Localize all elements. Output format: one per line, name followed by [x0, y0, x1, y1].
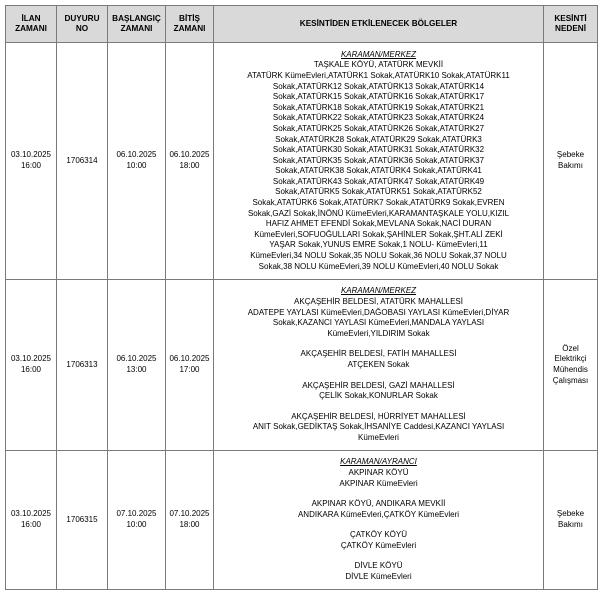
line: YAŞAR Sokak,YUNUS EMRE Sokak,1 NOLU- KümeEvleri,11 — [269, 240, 488, 250]
line: AKPINAR KümeEvleri — [339, 478, 418, 488]
cell-duyuru: 1706314 — [57, 43, 108, 280]
line: Sokak,GAZİ Sokak,İNÖNÜ KümeEvleri,KARAMANTAŞKALE YOLU,KIZIL — [247, 208, 510, 218]
cell-bitis: 06.10.2025 18:00 — [166, 43, 214, 280]
line: Sokak,ATATÜRK43 Sokak,ATATÜRK47 Sokak,ATATÜRK49 — [272, 176, 485, 186]
region-title: KARAMAN/AYRANCI — [340, 457, 417, 467]
line: AKÇAŞEHİR BELDESİ, ATATÜRK MAHALLESİ — [294, 297, 463, 307]
header-kesinti-nedeni: KESİNTİ NEDENİ — [544, 6, 598, 43]
line: Sokak,ATATÜRK28 Sokak,ATATÜRK29 Sokak,ATATÜRK3 — [275, 134, 482, 144]
line: ANIT Sokak,GEDİKTAŞ Sokak,İHSANİYE Caddesi,KAZANCI YAYLASI — [252, 422, 505, 432]
table-row — [6, 451, 598, 590]
outage-table — [5, 5, 598, 590]
line: Sokak,ATATÜRK12 Sokak,ATATÜRK13 Sokak,ATATÜRK14 — [272, 81, 485, 91]
line: Sokak,ATATÜRK18 Sokak,ATATÜRK19 Sokak,ATATÜRK21 — [272, 102, 485, 112]
line: Sokak,ATATÜRK38 Sokak,ATATÜRK4 Sokak,ATATÜRK41 — [275, 166, 482, 176]
cell-bitis: 06.10.2025 17:00 — [166, 280, 214, 451]
cell-neden: Şebeke Bakımı — [544, 43, 598, 280]
line: ÇELİK Sokak,KONURLAR Sokak — [319, 391, 438, 401]
line: ATÇEKEN Sokak — [347, 360, 410, 369]
line: ÇATKÖY KÖYÜ — [349, 530, 408, 540]
line: Sokak,ATATÜRK25 Sokak,ATATÜRK26 Sokak,ATATÜRK27 — [272, 123, 485, 133]
header-row — [6, 6, 598, 43]
line: ADATEPE YAYLASI KümeEvleri,DAĞOBASI YAYLASI KümeEvleri,DİYAR — [247, 307, 510, 317]
line: KümeEvleri,SOFUOĞULLARI Sokak,ŞAHİNLER Sokak,ŞHT.ALİ ZEKİ — [254, 229, 503, 239]
line: Sokak,ATATÜRK5 Sokak,ATATÜRK51 Sokak,ATATÜRK52 — [275, 187, 482, 197]
line: Sokak,KAZANCI YAYLASI KümeEvleri,MANDALA YAYLASI — [272, 318, 485, 328]
cell-ilan: 03.10.2025 16:00 — [6, 43, 57, 280]
cell-baslangic: 06.10.2025 13:00 — [108, 280, 166, 451]
line: Sokak,ATATÜRK35 Sokak,ATATÜRK36 Sokak,ATATÜRK37 — [272, 155, 485, 165]
line: AKÇAŞEHİR BELDESİ, FATİH MAHALLESİ — [300, 349, 457, 359]
header-bitis-zamani: BİTİŞ ZAMANI — [166, 6, 214, 43]
line: KümeEvleri,YILDIRIM Sokak — [327, 328, 430, 338]
cell-bitis: 07.10.2025 18:00 — [166, 451, 214, 590]
line: AKPINAR KÖYÜ, ANDIKARA MEVKİİ — [311, 499, 446, 509]
line: DİVLE KümeEvleri — [345, 572, 412, 582]
header-bolgeler: KESİNTİDEN ETKİLENECEK BÖLGELER — [214, 6, 544, 43]
line: Sokak,ATATÜRK15 Sokak,ATATÜRK16 Sokak,ATATÜRK17 — [272, 92, 485, 102]
line: ÇATKÖY KümeEvleri — [340, 540, 417, 550]
line: KümeEvleri — [358, 432, 399, 442]
spacer — [216, 402, 541, 412]
cell-bolgeler — [214, 43, 544, 280]
line: Sokak,ATATÜRK22 Sokak,ATATÜRK23 Sokak,ATATÜRK24 — [272, 113, 485, 123]
line: ATATÜRK KümeEvleri,ATATÜRK1 Sokak,ATATÜRK10 Sokak,ATATÜRK11 — [247, 70, 510, 80]
region-title: KARAMAN/MERKEZ — [340, 286, 417, 296]
cell-bolgeler — [214, 280, 544, 451]
cell-duyuru: 1706315 — [57, 451, 108, 590]
line: Sokak,38 NOLU KümeEvleri,39 NOLU KümeEvleri,40 NOLU Sokak — [258, 261, 499, 271]
header-duyuru-no: DUYURU NO — [57, 6, 108, 43]
cell-ilan: 03.10.2025 16:00 — [6, 280, 57, 451]
spacer — [216, 489, 541, 499]
region-title: KARAMAN/MERKEZ — [340, 49, 417, 59]
cell-ilan: 03.10.2025 16:00 — [6, 451, 57, 590]
table-row — [6, 280, 598, 451]
cell-baslangic: 06.10.2025 10:00 — [108, 43, 166, 280]
header-ilan-zamani: İLAN ZAMANI — [6, 6, 57, 43]
spacer — [216, 520, 541, 530]
header-baslangic-zamani: BAŞLANGIÇ ZAMANI — [108, 6, 166, 43]
line: AKÇAŞEHİR BELDESİ, HÜRRİYET MAHALLESİ — [291, 411, 466, 421]
line: Sokak,ATATÜRK30 Sokak,ATATÜRK31 Sokak,ATATÜRK32 — [272, 145, 485, 155]
cell-baslangic: 07.10.2025 10:00 — [108, 451, 166, 590]
cell-bolgeler — [214, 451, 544, 590]
line: HAFIZ AHMET EFENDİ Sokak,MEVLANA Sokak,NACİ DURAN — [265, 219, 492, 229]
line: TAŞKALE KÖYÜ, ATATÜRK MEVKİİ — [313, 60, 444, 70]
cell-duyuru: 1706313 — [57, 280, 108, 451]
line: ANDIKARA KümeEvleri,ÇATKÖY KümeEvleri — [297, 509, 460, 519]
spacer — [216, 371, 541, 381]
line: KümeEvleri,34 NOLU Sokak,35 NOLU Sokak,36 NOLU Sokak,37 NOLU — [250, 251, 507, 261]
spacer — [216, 551, 541, 561]
line: AKÇAŞEHİR BELDESİ, GAZİ MAHALLESİ — [302, 380, 455, 390]
line: AKPINAR KÖYÜ — [348, 467, 409, 477]
table-row — [6, 43, 598, 280]
line: DİVLE KÖYÜ — [354, 561, 403, 571]
cell-neden: Özel Elektrikçi Mühendis Çalışması — [544, 280, 598, 451]
line: Sokak,ATATÜRK6 Sokak,ATATÜRK7 Sokak,ATATÜRK9 Sokak,EVREN — [252, 198, 505, 208]
spacer — [216, 339, 541, 349]
cell-neden: Şebeke Bakımı — [544, 451, 598, 590]
